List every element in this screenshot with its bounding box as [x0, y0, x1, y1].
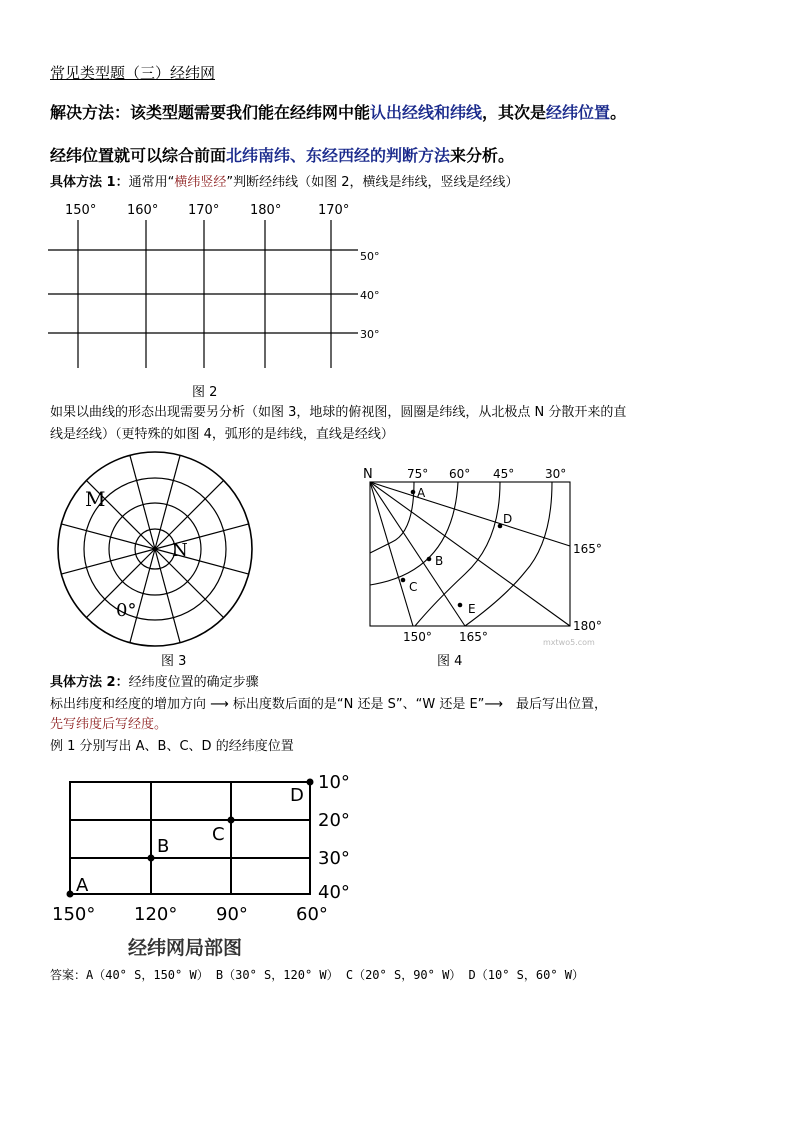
fig4-bottom-label: 150° — [403, 630, 432, 644]
fig2-caption: 图 2 — [192, 385, 218, 400]
highlight-position: 经纬位置 — [546, 103, 611, 122]
method-intro-mid: ，其次是 — [482, 103, 547, 122]
fig4-bottom-label: 165° — [459, 630, 488, 644]
fig5-bottom-label: 150° — [52, 904, 96, 925]
meridian-line — [155, 549, 224, 618]
fig5-point-a: A — [76, 875, 89, 896]
fig5-right-label: 20° — [318, 810, 350, 831]
fig4-watermark: mxtwo5.com — [543, 638, 595, 647]
fig3-label-n: N — [172, 540, 188, 561]
position-intro — [50, 143, 514, 166]
meridian-line — [61, 524, 155, 549]
position-intro-tail: 来分析。 — [450, 146, 515, 165]
fig5-bottom-label: 90° — [216, 904, 248, 925]
highlight-hemisphere-methods: 北纬南纬、东经西经的判断方法 — [226, 146, 451, 165]
fig5-caption: 经纬网局部图 — [128, 937, 243, 959]
method2-label: 具体方法 2： — [50, 675, 129, 690]
meridian-line — [130, 455, 155, 549]
position-intro-lead: 经纬位置就可以综合前面 — [50, 146, 227, 165]
meridian-line — [155, 549, 180, 643]
fig2-top-label: 170° — [188, 203, 220, 218]
fig4-caption: 图 4 — [437, 654, 463, 669]
method2-steps: 标出纬度和经度的增加方向 ⟶ 标出度数后面的是“N 还是 S”、“W 还是 E”⟶ 最后写出位置， — [50, 697, 608, 712]
fig2-top-label: 150° — [65, 203, 97, 218]
fig3-label-m: M — [85, 487, 106, 511]
method1-pre: 通常用“ — [128, 175, 175, 190]
method2-rule: 先写纬度后写经度。 — [50, 717, 168, 732]
fig5-point-b: B — [157, 836, 170, 857]
fig4-top-label: 30° — [545, 467, 567, 481]
method-intro-lead: 解决方法：该类型题需要我们能在经纬网中能 — [50, 103, 371, 122]
fig5-right-label: 40° — [318, 882, 350, 903]
meridian-line — [61, 549, 155, 574]
fig4-top-label: 45° — [493, 467, 515, 481]
fig5-bottom-label: 120° — [134, 904, 178, 925]
fig3-caption: 图 3 — [161, 654, 187, 669]
method2-line — [50, 674, 259, 692]
method1-post: ”判断经纬线（如图 2，横线是纬线，竖线是经线） — [226, 175, 519, 190]
fig5-point-c: C — [212, 824, 225, 845]
method2-text: 经纬度位置的确定步骤 — [128, 675, 259, 690]
meridian-line — [155, 455, 180, 549]
fig2-top-label: 170° — [318, 203, 350, 218]
curve-note-line-2: 线是经线）（更特殊的如图 4，弧形的是纬线，直线是经线） — [50, 427, 394, 442]
method-intro — [50, 100, 626, 123]
fig2-right-label: 50° — [360, 250, 380, 263]
highlight-horizontal-vertical: 横纬竖经 — [174, 175, 227, 190]
curve-note-line-1: 如果以曲线的形态出现需要另分析（如图 3，地球的俯视图，圆圈是纬线，从北极点 N 分散开来的直 — [50, 405, 627, 420]
fig2-top-label: 160° — [127, 203, 159, 218]
figure-4-fan-grid — [355, 462, 610, 672]
fig2-top-label: 180° — [250, 203, 282, 218]
fig4-top-label: 60° — [449, 467, 471, 481]
figure-3-polar — [55, 448, 275, 670]
fig4-label-n: N — [363, 467, 373, 482]
page-title: 常见类型题（三）经纬网 — [50, 64, 216, 82]
fig2-right-label: 40° — [360, 289, 380, 302]
fig2-right-label: 30° — [360, 328, 380, 341]
fig5-point-d: D — [290, 785, 304, 806]
fig4-point-b: B — [435, 554, 444, 568]
fig4-right-label: 180° — [573, 619, 602, 633]
highlight-identify-lines: 认出经线和纬线 — [370, 103, 483, 122]
meridian-line — [155, 480, 224, 549]
fig3-label-zero: 0° — [116, 600, 137, 621]
meridian-line — [155, 524, 249, 549]
method-intro-tail: 。 — [610, 103, 627, 122]
method1-line — [50, 174, 518, 192]
answer-text: 答案：A（40° S，150° W） B（30° S，120° W） C（20° S，90° W） D（10° S，60° W） — [50, 968, 585, 982]
fig5-right-label: 10° — [318, 772, 350, 793]
figure-2-grid — [40, 196, 400, 401]
example-prompt: 例 1 分别写出 A、B、C、D 的经纬度位置 — [50, 739, 294, 754]
fig4-point-d: D — [503, 512, 513, 526]
fig4-point-e: E — [468, 602, 476, 616]
fig5-bottom-label: 60° — [296, 904, 328, 925]
fig5-right-label: 30° — [318, 848, 350, 869]
fig4-point-c: C — [409, 580, 418, 594]
meridian-line — [155, 549, 249, 574]
figure-5-grid — [48, 772, 368, 962]
fig4-point-a: A — [417, 486, 426, 500]
fig4-top-label: 75° — [407, 467, 429, 481]
fig4-right-label: 165° — [573, 542, 602, 556]
meridian-line — [130, 549, 155, 643]
method1-label: 具体方法 1： — [50, 175, 129, 190]
